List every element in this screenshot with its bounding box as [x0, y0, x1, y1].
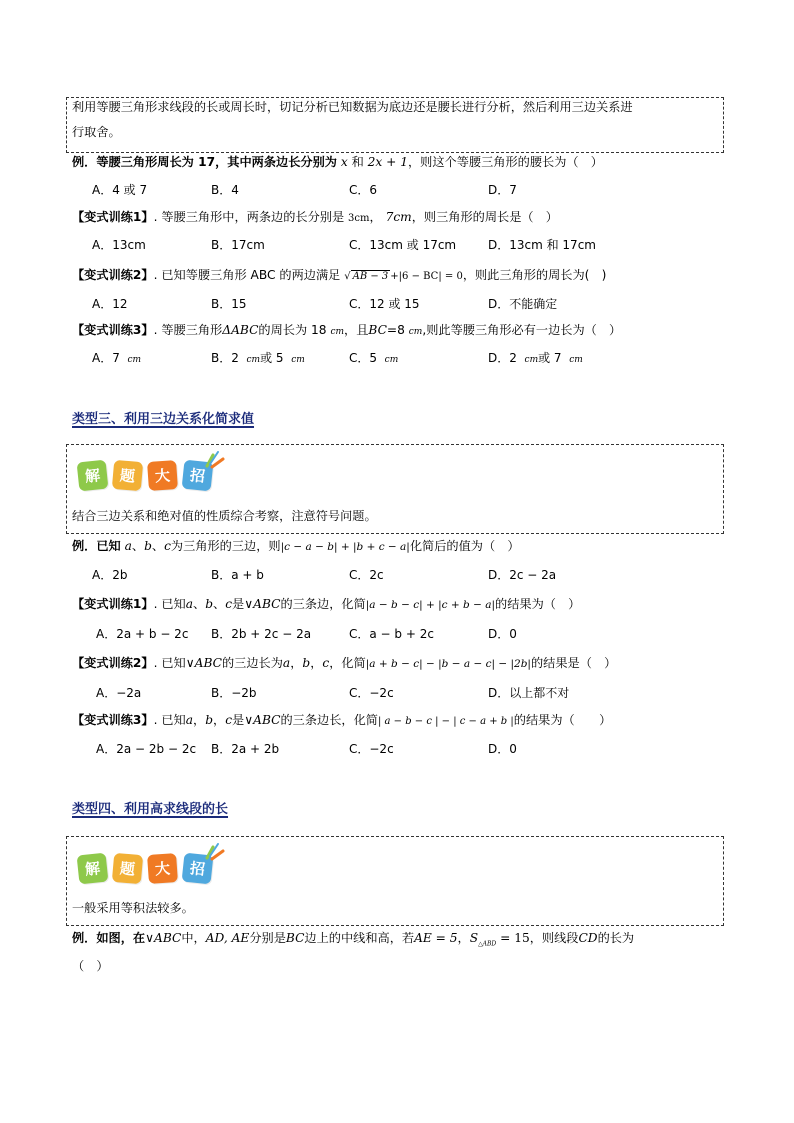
- q9-pre: 例．如图，在: [72, 931, 146, 945]
- q5-option-d[interactable]: D．2c − 2a: [488, 568, 557, 582]
- sparkle-icon: [204, 449, 226, 469]
- q9-mid5: ，则线段: [529, 931, 579, 945]
- q8-tri: ∨ABC: [244, 713, 281, 727]
- sparkle-icon-2: [204, 841, 226, 861]
- q8-option-c[interactable]: C．−2c: [349, 742, 394, 756]
- q3-tag: 【变式训练2】: [72, 268, 154, 282]
- q2-v2: 7cm: [385, 210, 412, 224]
- q4-text4: =8: [386, 323, 405, 337]
- q5-a: a: [124, 539, 132, 553]
- q6-pre: . 已知: [153, 597, 186, 611]
- q4-option-b-text: B．2: [211, 351, 239, 365]
- q9-ae: AE = 5: [414, 931, 458, 945]
- q4-option-b-text2: 或 5: [260, 351, 284, 365]
- q6-mid2: 的三条边，化简: [280, 597, 366, 611]
- q9-cd: CD: [578, 931, 598, 945]
- q7-b: b: [302, 656, 311, 670]
- q8-mid2: 的三条边长，化简: [280, 713, 378, 727]
- question-6: 【变式训练1】. 已知a、b、c是∨ABC的三条边，化简|a − b − c| + |c + b − a|的结果为（ ）: [72, 597, 581, 611]
- question-2: [72, 208, 558, 225]
- q5-pre: 例．已知: [72, 539, 121, 553]
- q6-tri: ∨ABC: [244, 597, 281, 611]
- q1-and: 和: [351, 155, 364, 169]
- q5-option-a[interactable]: A．2b: [92, 568, 128, 582]
- q7-tri: ∨ABC: [185, 656, 222, 670]
- q7-expr: |a + b − c| − |b − a − c| − |2b|: [365, 658, 531, 670]
- q4-option-b-unit2: cm: [291, 355, 305, 365]
- section-4-title: 类型四、利用高求线段的长: [72, 802, 229, 817]
- q1-option-a[interactable]: A．4 或 7: [92, 183, 148, 197]
- q9-segs: AD, AE: [205, 931, 250, 945]
- q5-b: b: [144, 539, 152, 553]
- q8-mid: 是: [232, 713, 245, 727]
- tip-text-1: [72, 95, 633, 145]
- q9-sval: = 15: [496, 931, 530, 945]
- q4-text2: 的周长为 18: [258, 323, 327, 337]
- badge-zhao: 招: [182, 460, 214, 492]
- question-8: 【变式训练3】. 已知a，b，c是∨ABC的三条边长，化简| a − b − c | − | c − a + b |的结果为（ ）: [72, 713, 612, 727]
- question-4: [72, 321, 621, 338]
- q4-text1: . 等腰三角形: [153, 323, 223, 337]
- q7-c: c: [322, 656, 330, 670]
- q4-option-a-unit: cm: [127, 355, 142, 365]
- q9-mid3: 边上的中线和高，若: [304, 931, 415, 945]
- q5-post: 化简后的值为（ ）: [409, 539, 520, 553]
- badge-da-2: 大: [147, 853, 178, 884]
- tip-badges-2: [78, 461, 212, 490]
- q8-expr: | a − b − c | − | c − a + b |: [377, 716, 514, 727]
- q2-sep: ，: [369, 210, 382, 224]
- badge-ti: 题: [112, 460, 143, 491]
- q4-option-c-unit: cm: [384, 355, 399, 365]
- q3-abs: 6 − BC: [402, 271, 439, 282]
- q4-option-d-unit2: cm: [569, 355, 583, 365]
- q9-mid2: 分别是: [249, 931, 286, 945]
- q9-sub: △ABD: [478, 940, 497, 948]
- q8-c: c: [225, 713, 233, 727]
- q9-post: 的长为: [597, 931, 635, 945]
- q1-option-b[interactable]: B．4: [211, 183, 239, 197]
- q4-option-d-text: D．2: [488, 351, 517, 365]
- q4-option-b-unit: cm: [246, 355, 261, 365]
- q4-option-c[interactable]: [349, 349, 398, 366]
- q4-option-d-text2: 或 7: [538, 351, 562, 365]
- q7-tag: 【变式训练2】: [72, 656, 154, 670]
- q1-option-d[interactable]: D．7: [488, 183, 517, 197]
- q9-mid4: ，: [457, 931, 470, 945]
- q8-post: 的结果为（ ）: [513, 713, 612, 727]
- q4-option-a[interactable]: [92, 349, 141, 366]
- q2-tag: 【变式训练1】: [72, 210, 154, 224]
- badge-jie-2: 解: [77, 853, 109, 885]
- q6-c: c: [225, 597, 233, 611]
- q8-option-d[interactable]: D．0: [488, 742, 517, 756]
- q7-post: 的结果是（ ）: [530, 656, 617, 670]
- q4-option-a-text: A．7: [92, 351, 120, 365]
- q4-option-d[interactable]: [488, 349, 583, 366]
- q1-x: x: [340, 155, 348, 169]
- q7-option-d[interactable]: D．以上都不对: [488, 686, 570, 700]
- tip-text-3: 一般采用等积法较多。: [72, 901, 194, 915]
- q3-option-a[interactable]: A．12: [92, 297, 128, 311]
- q6-a: a: [185, 597, 194, 611]
- question-9-line2: （ ）: [72, 959, 109, 973]
- q4-option-d-unit: cm: [524, 355, 539, 365]
- question-3: 【变式训练2】. 已知等腰三角形 ABC 的两边满足 √ AB − 3 +|6 − BC| = 0，则此三角形的周长为( ): [72, 268, 607, 282]
- q4-text3: ，且: [344, 323, 369, 337]
- q5-expr: |c − a − b| + |b + c − a|: [280, 541, 410, 553]
- q9-s: S: [469, 931, 479, 945]
- badge-da: 大: [147, 460, 178, 491]
- q7-option-c[interactable]: C．−2c: [349, 686, 394, 700]
- q2-option-d[interactable]: D．13cm 和 17cm: [488, 238, 596, 252]
- q7-mid2: ，化简: [329, 656, 366, 670]
- q3-option-c[interactable]: C．12 或 15: [349, 297, 420, 311]
- q3-option-d[interactable]: D．不能确定: [488, 297, 558, 311]
- q2-v1: 3cm: [348, 213, 370, 224]
- q6-option-b[interactable]: B．2b + 2c − 2a: [211, 627, 312, 641]
- q7-a: a: [282, 656, 291, 670]
- q6-option-a[interactable]: A．2a + b − 2c: [96, 627, 189, 641]
- question-5: 例．已知 a、b、c为三角形的三边，则|c − a − b| + |b + c − a|化简后的值为（ ）: [72, 539, 520, 553]
- q6-tag: 【变式训练1】: [72, 597, 154, 611]
- q7-option-b[interactable]: B．−2b: [211, 686, 257, 700]
- q2-option-b[interactable]: B．17cm: [211, 238, 265, 252]
- q7-pre: . 已知: [153, 656, 186, 670]
- question-7: 【变式训练2】. 已知∨ABC的三边长为a，b，c，化简|a + b − c| − |b − a − c| − |2b|的结果是（ ）: [72, 656, 617, 670]
- q8-tag: 【变式训练3】: [72, 713, 154, 727]
- tip-text-1-line1: 利用等腰三角形求线段的长或周长时，切记分析已知数据为底边还是腰长进行分析，然后利用三边关系进: [72, 100, 633, 114]
- q4-unit-2: cm: [408, 327, 423, 337]
- q4-text5: ,则此等腰三角形必有一边长为（ ）: [422, 323, 622, 337]
- q4-tri: ΔABC: [222, 323, 259, 337]
- question-9: [72, 929, 634, 947]
- q3-radical: √ AB − 3: [344, 271, 389, 282]
- q4-bc: BC: [368, 323, 387, 337]
- q8-option-a[interactable]: A．2a − 2b − 2c: [96, 742, 197, 756]
- q5-c: c: [164, 539, 171, 553]
- tip-badges-3: [78, 854, 212, 883]
- q1-pre: 例．等腰三角形周长为 17，其中两条边长分别为: [72, 155, 337, 169]
- q5-option-b[interactable]: B．a + b: [211, 568, 264, 582]
- q3-text1: . 已知等腰三角形 ABC 的两边满足: [153, 268, 341, 282]
- tip-text-2: 结合三边关系和绝对值的性质综合考察，注意符号问题。: [72, 509, 377, 523]
- q1-expr: 2x + 1: [367, 155, 408, 169]
- q3-eq: = 0: [441, 271, 463, 282]
- question-1: [72, 153, 603, 170]
- q4-option-c-text: C．5: [349, 351, 378, 365]
- q8-option-b[interactable]: B．2a + 2b: [211, 742, 280, 756]
- q1-option-c[interactable]: C．6: [349, 183, 378, 197]
- q1-post: ，则这个等腰三角形的腰长为（ ）: [407, 155, 603, 169]
- q9-tri: ∨ABC: [145, 931, 182, 945]
- q9-mid: 中，: [181, 931, 206, 945]
- q8-pre: . 已知: [153, 713, 186, 727]
- tip-text-1-line2: 行取舍。: [72, 125, 121, 139]
- q3-text2: ，则此三角形的周长为( ): [462, 268, 607, 282]
- q6-post: 的结果为（ ）: [495, 597, 581, 611]
- q4-tag: 【变式训练3】: [72, 323, 154, 337]
- q6-expr: |a − b − c| + |c + b − a|: [365, 599, 496, 611]
- q2-option-c[interactable]: C．13cm 或 17cm: [349, 238, 457, 252]
- q8-a: a: [185, 713, 194, 727]
- q6-option-c[interactable]: C．a − b + 2c: [349, 627, 434, 641]
- q7-option-a[interactable]: A．−2a: [96, 686, 142, 700]
- q7-mid: 的三边长为: [221, 656, 283, 670]
- q2-option-a[interactable]: A．13cm: [92, 238, 146, 252]
- q3-radicand: AB − 3: [352, 271, 389, 282]
- q8-b: b: [205, 713, 214, 727]
- q5-mid: 为三角形的三边，则: [170, 539, 281, 553]
- badge-ti-2: 题: [112, 853, 143, 884]
- q6-option-d[interactable]: D．0: [488, 627, 517, 641]
- q5-option-c[interactable]: C．2c: [349, 568, 384, 582]
- badge-zhao-2: 招: [182, 853, 214, 885]
- q6-b: b: [205, 597, 214, 611]
- q2-text1: . 等腰三角形中，两条边的长分别是: [153, 210, 345, 224]
- q4-unit: cm: [330, 327, 345, 337]
- section-3-title: 类型三、利用三边关系化简求值: [72, 412, 255, 427]
- q3-option-b[interactable]: B．15: [211, 297, 247, 311]
- q6-mid: 是: [232, 597, 245, 611]
- q4-option-b[interactable]: [211, 349, 305, 366]
- q9-bc: BC: [285, 931, 305, 945]
- q2-text2: ，则三角形的周长是（ ）: [411, 210, 558, 224]
- badge-jie: 解: [77, 460, 109, 492]
